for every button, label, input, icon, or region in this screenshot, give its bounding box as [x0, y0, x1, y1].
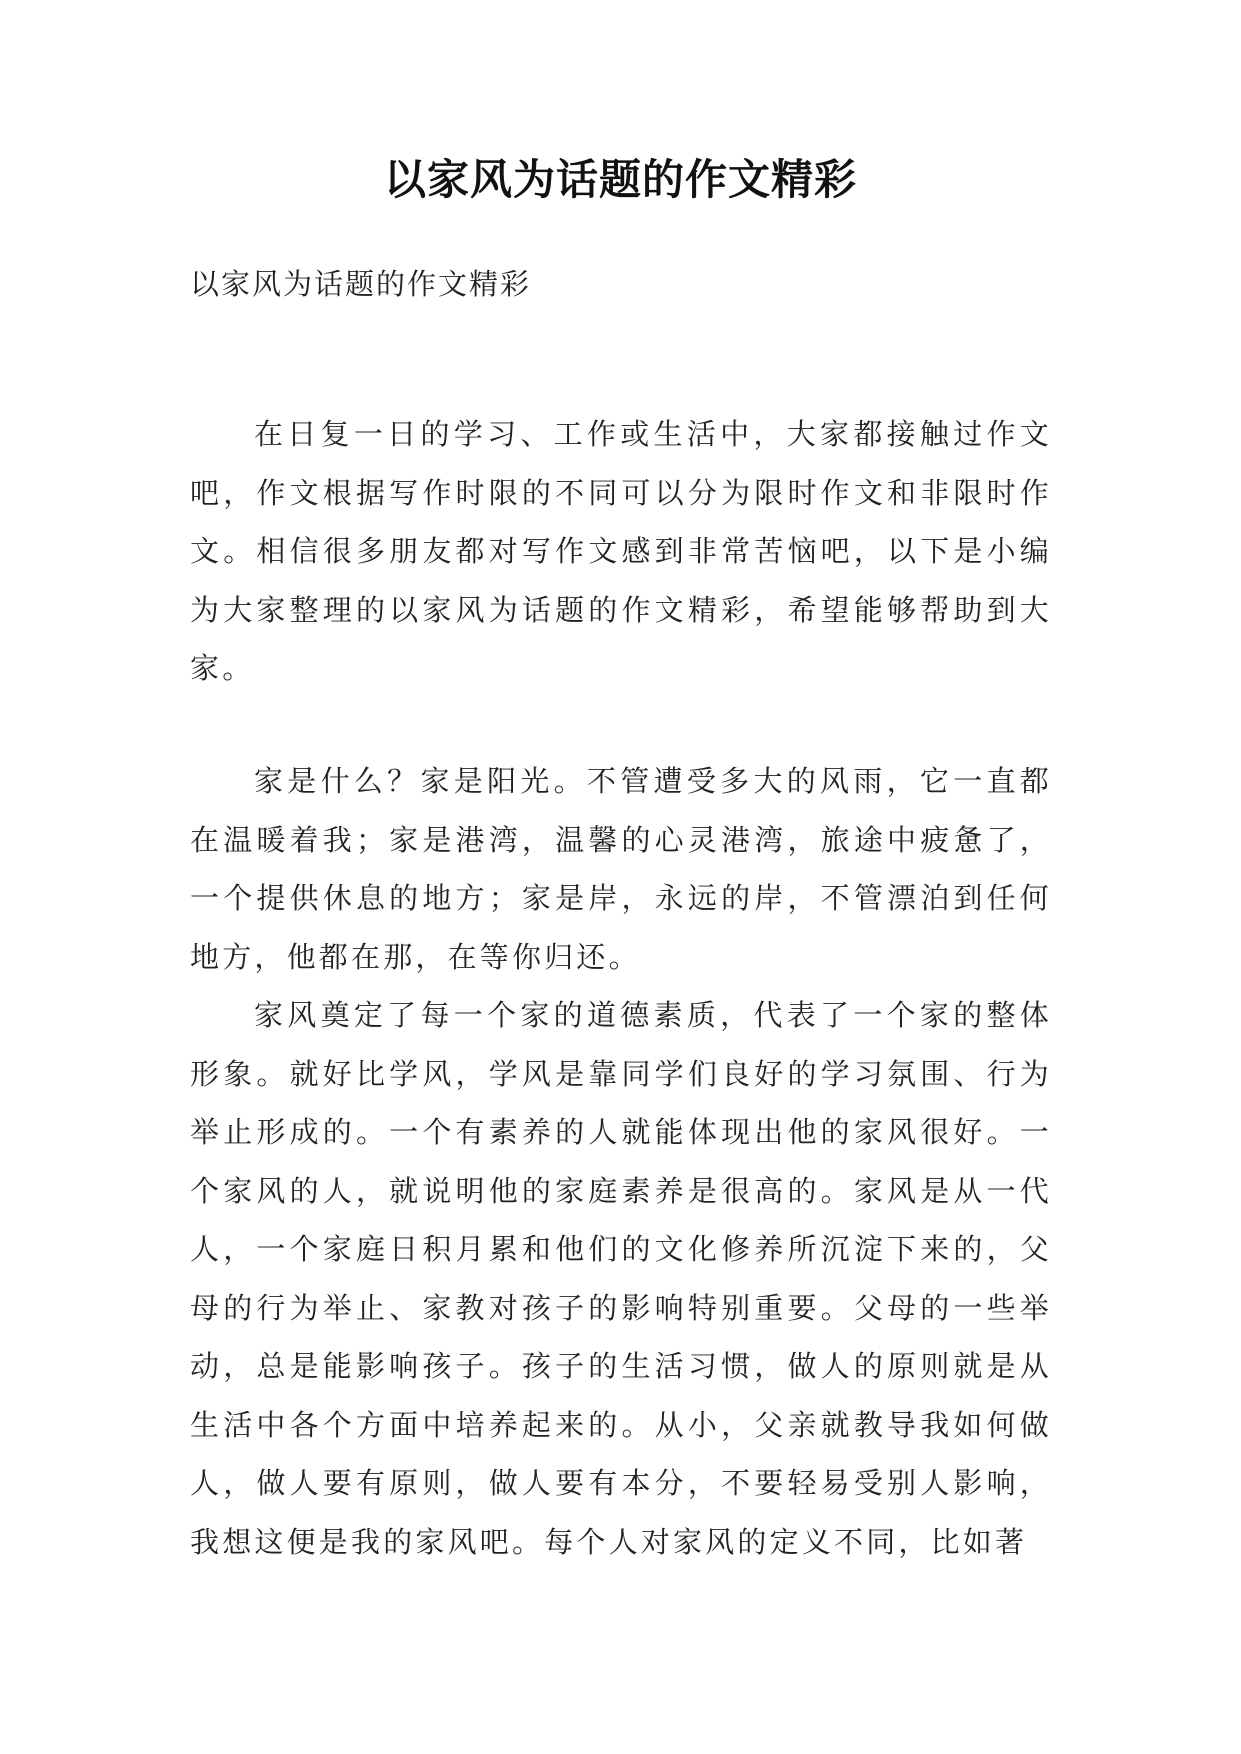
- paragraph-family-style: 家风奠定了每一个家的道德素质，代表了一个家的整体形象。就好比学风，学风是靠同学们良好的学习氛围、行为举止形成的。一个有素养的人就能体现出他的家风很好。一个家风的人，就说明他的家庭素养是很高的。家风是从一代人，一个家庭日积月累和他们的文化修养所沉淀下来的，父母的行为举止、家教对孩子的影响特别重要。父母的一些举动，总是能影响孩子。孩子的生活习惯，做人的原则就是从生活中各个方面中培养起来的。从小，父亲就教导我如何做人，做人要有原则，做人要有本分，不要轻易受别人影响，我想这便是我的家风吧。每个人对家风的定义不同，比如著: [190, 998, 1052, 1559]
- paragraph-intro: 在日复一日的学习、工作或生活中，大家都接触过作文吧，作文根据写作时限的不同可以分为限时作文和非限时作文。相信很多朋友都对写作文感到非常苦恼吧，以下是小编为大家整理的以家风为话题的作文精彩，希望能够帮助到大家。: [190, 417, 1052, 685]
- paragraph-home: 家是什么？家是阳光。不管遭受多大的风雨，它一直都在温暖着我；家是港湾，温馨的心灵港湾，旅途中疲惫了，一个提供休息的地方；家是岸，永远的岸，不管漂泊到任何地方，他都在那，在等你归还。: [190, 764, 1052, 974]
- document-subtitle: 以家风为话题的作文精彩: [190, 267, 532, 301]
- document-title: 以家风为话题的作文精彩: [383, 155, 857, 204]
